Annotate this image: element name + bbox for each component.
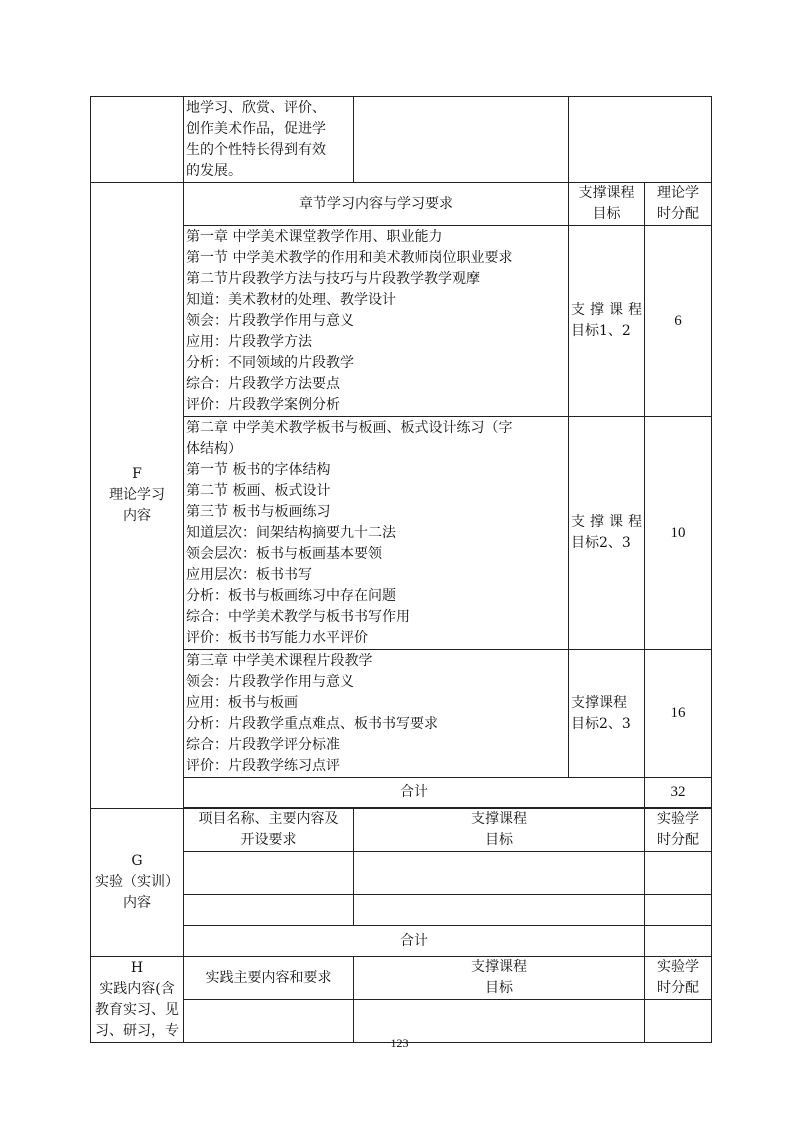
header-line: 开设要求: [240, 832, 297, 848]
text-line: 创作美术作品，促进学: [186, 121, 326, 137]
chapter-line: 分析：不同领域的片段教学: [186, 355, 354, 371]
continuation-empty-cell: [354, 97, 569, 183]
chapter-line: 综合：中学美术教学与板书书写作用: [186, 609, 410, 625]
practice-section-label: [91, 957, 184, 1043]
header-line: 时分配: [657, 980, 699, 996]
header-line: 支撑课程: [578, 185, 635, 201]
support-line: 支撑课程: [571, 694, 627, 711]
experiment-project-header: [184, 809, 354, 852]
chapter-row: [91, 650, 712, 778]
section-name-line: 教育实习、见: [95, 1002, 179, 1018]
theory-total-hours: 32: [645, 778, 712, 808]
page-number: 123: [390, 1036, 409, 1050]
section-name-line: 理论学习: [109, 487, 165, 503]
header-line: 项目名称、主要内容及: [198, 811, 339, 827]
header-line: 目标: [592, 206, 621, 222]
experiment-header-row: [91, 809, 712, 852]
experiment-total-label: 合计: [184, 926, 645, 957]
chapter-line: 第一节 中学美术教学的作用和美术教师岗位职业要求: [186, 250, 513, 266]
chapter-line: 领会：片段教学作用与意义: [186, 313, 354, 329]
text-line: 的发展。: [186, 163, 242, 179]
experiment-blank-row: [91, 852, 712, 895]
empty-cell: [184, 895, 354, 926]
chapter-line: 分析：板书与板画练习中存在问题: [186, 588, 396, 604]
chapter-line: 第二节 板画、板式设计: [186, 483, 331, 499]
section-name-line: 实践内容(含: [99, 981, 175, 997]
header-line: 实验学: [657, 811, 699, 827]
experiment-total-hours: [645, 926, 712, 957]
text-line: 地学习、欣赏、评价、: [186, 100, 326, 116]
chapter-support-cell: [569, 417, 645, 650]
section-name-line: 习、研习，专: [95, 1023, 179, 1039]
header-line: 时分配: [657, 206, 699, 222]
practice-support-header: [354, 957, 645, 1000]
header-line: 目标: [485, 980, 513, 996]
practice-content-header: 实践主要内容和要求: [184, 957, 354, 1000]
section-name-line: 内容: [123, 508, 151, 524]
chapter-line: 应用层次：板书书写: [186, 567, 312, 583]
support-line: 目标2、3: [571, 535, 631, 551]
continuation-text-cell: [184, 97, 354, 183]
chapter-line: 第三节 板书与板画练习: [186, 504, 331, 520]
chapter-content-cell: [184, 226, 569, 417]
chapter-line: 评价：片段教学练习点评: [186, 758, 340, 774]
header-line: 理论学: [657, 185, 699, 201]
theory-section-label: [91, 183, 184, 809]
support-line: 目标2、3: [571, 715, 631, 732]
support-line: 目标1、2: [571, 323, 631, 339]
chapter-line: 综合：片段教学方法要点: [186, 376, 340, 392]
section-name-line: 内容: [123, 895, 151, 911]
chapter-line: 领会：片段教学作用与意义: [186, 674, 354, 690]
chapter-line: 综合：片段教学评分标准: [186, 737, 340, 753]
chapter-line: 第三章 中学美术课程片段教学: [186, 653, 373, 669]
chapter-line: 第二节片段教学方法与技巧与片段教学教学观摩: [186, 271, 480, 287]
continuation-empty-cell: [569, 97, 712, 183]
theory-total-label: 合计: [184, 778, 645, 808]
chapter-line: 知道：美术教材的处理、教学设计: [186, 292, 396, 308]
section-letter: G: [131, 853, 143, 869]
support-line: 支撑课程: [571, 514, 642, 530]
support-line: 支撑课程: [571, 302, 642, 318]
empty-cell: [184, 852, 354, 895]
chapter-line: 第一节 板书的字体结构: [186, 462, 331, 478]
empty-cell: [354, 895, 645, 926]
chapter-support-cell: [569, 650, 645, 778]
chapter-support-cell: [569, 226, 645, 417]
chapter-line: 评价：片段教学案例分析: [186, 397, 340, 413]
empty-cell: [354, 852, 645, 895]
chapter-line: 第一章 中学美术课堂教学作用、职业能力: [186, 229, 443, 245]
theory-total-row: [91, 778, 712, 808]
chapter-line: 分析：片段教学重点难点、板书书写要求: [186, 716, 438, 732]
header-line: 目标: [485, 832, 513, 848]
practice-hours-header: [645, 957, 712, 1000]
practice-header-row: [91, 957, 712, 1000]
chapter-hours-cell: 10: [645, 417, 712, 650]
experiment-total-row: [91, 926, 712, 957]
header-line: 时分配: [657, 832, 699, 848]
chapter-line: 评价：板书书写能力水平评价: [186, 630, 368, 646]
chapter-line: 体结构）: [186, 441, 242, 457]
chapter-hours-cell: 6: [645, 226, 712, 417]
theory-content-header: 章节学习内容与学习要求: [184, 183, 569, 226]
continuation-label-cell: [91, 97, 184, 183]
experiment-hours-header: [645, 809, 712, 852]
chapter-content-cell: [184, 650, 569, 778]
empty-cell: [645, 852, 712, 895]
continuation-row: [91, 97, 712, 183]
chapter-hours-cell: 16: [645, 650, 712, 778]
chapter-row: [91, 417, 712, 650]
course-syllabus-table: [90, 96, 712, 1043]
theory-header-row: [91, 183, 712, 226]
theory-support-header: [569, 183, 645, 226]
section-letter: H: [130, 960, 144, 976]
chapter-row: [91, 226, 712, 417]
chapter-line: 知道层次：间架结构摘要九十二法: [186, 525, 396, 541]
section-name-line: 实验（实训）: [95, 874, 179, 890]
chapter-content-cell: [184, 417, 569, 650]
empty-cell: [645, 895, 712, 926]
experiment-section-label: [91, 809, 184, 957]
experiment-blank-row: [91, 895, 712, 926]
chapter-line: 领会层次：板书与板画基本要领: [186, 546, 382, 562]
experiment-support-header: [354, 809, 645, 852]
chapter-line: 应用：片段教学方法: [186, 334, 312, 350]
theory-hours-header: [645, 183, 712, 226]
chapter-line: 应用：板书与板画: [186, 695, 298, 711]
chapter-line: 第二章 中学美术教学板书与板画、板式设计练习（字: [186, 420, 513, 436]
header-line: 实验学: [657, 959, 699, 975]
text-line: 生的个性特长得到有效: [186, 142, 326, 158]
section-letter: F: [132, 466, 142, 482]
header-line: 支撑课程: [471, 811, 527, 827]
header-line: 支撑课程: [471, 959, 527, 975]
